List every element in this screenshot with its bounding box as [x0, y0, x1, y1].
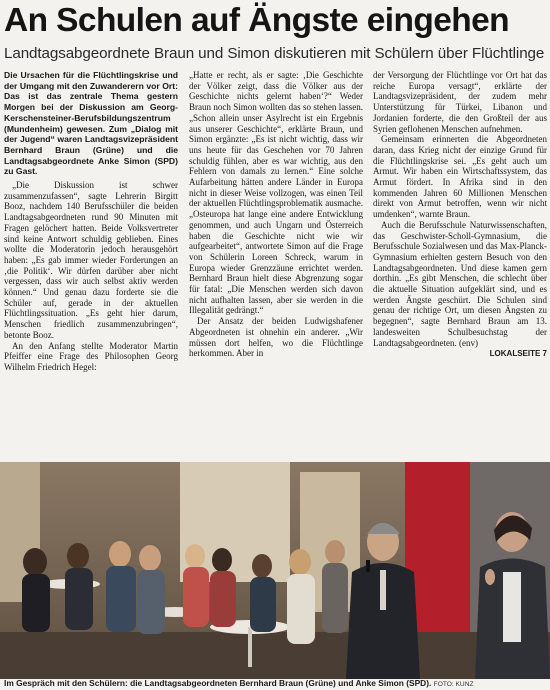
article-paragraph: „Hatte er recht, als er sagte: ‚Die Geschichte der Völker zeigt, dass die Völker aus der Geschichte nichts gelernt haben‘?“ Weder Braun noch Simon wollten das so stehen lassen. „Schon allein unser Asylrecht ist ein Ergebnis aus unserer Geschichte“, erklärte Braun, und Simon ergänzte: „Es ist nicht wichtig, dass wir uns heute für das Geschehen vor 70 Jahren schuldig fühlen, aber es war wichtig, aus den Fehlern von damals zu lernen.“ Eine solche Aufarbeitung hätten andere Länder in Europa nicht in dieser Weise vollzogen, was einen Teil der aktuellen Flüchtlingsproblematik ausmache. „Osteuropa hat lange eine andere Entwicklung genommen, und auch Ungarn und Österreich haben die Geschichte nicht wie wir aufgearbeitet“, antwortete Simon auf die Frage von Schülerin Loreen Schreck, warum in Europa wieder Grenzzäune errichtet werden. Bernhard Braun hielt diese Abgrenzung sogar für fatal: „Die Menschen werden sich davon nicht aufhalten lassen, aber sie werden in die Illegalität gedrängt.“ [189, 70, 363, 316]
article-paragraph: Auch die Berufsschule Naturwissenschaften, das Geschwister-Scholl-Gymnasium, die Berufsschule Sozialwesen und das Max-Planck-Gymnasium erhielten gestern Besuch von den Landtagsabgeordneten. Und diese kamen gern dorthin. „Es gibt Menschen, die schlecht über die aktuelle Situation aufgeklärt sind, und es werden Ängste geschürt. Die Schulen sind genau der richtige Ort, um diesen Ängsten zu begegnen“, sagte Bernhard Braun am 13. landesweiten Schulbesuchstag der Landtagsabgeordneten. (env) [373, 219, 547, 348]
headline: An Schulen auf Ängste eingehen [4, 2, 510, 39]
article-paragraph: Der Ansatz der beiden Ludwigshafener Abgeordneten ist ohnehin ein anderer. „Wir müssen dort helfen, wo die Flüchtlinge herkommen. Aber in [189, 316, 363, 359]
photo-caption [4, 678, 550, 690]
photo-illustration [0, 462, 550, 679]
article-paragraph: der Versorgung der Flüchtlinge vor Ort hat das reiche Europa versagt“, erklärte der Landtagsvizepräsident, der zudem mehr Unterstützung für Türkei, Libanon und Jordanien forderte, die den Großteil der aus Syrien geflohenen Menschen aufnehmen. [373, 70, 547, 134]
article-paragraph: An den Anfang stellte Moderator Martin Pfeiffer eine Frage des Philosophen Georg Wilhelm Friedrich Hegel: [4, 340, 178, 372]
article-column-1 [4, 70, 178, 373]
article-paragraph: Gemeinsam erinnerten die Abgeordneten daran, dass Krieg nicht der einzige Grund für die Flüchtlingskrise sei. „Es geht auch um Armut. Wir haben ein Wirtschaftssystem, das Armut fördert. In Afrika sind in den kommenden Jahren 60 Millionen Menschen direkt von Armut betroffen, wenn wir nicht umdenken“, warnte Braun. [373, 134, 547, 220]
subheadline: Landtagsabgeordnete Braun und Simon diskutieren mit Schülern über Flüchtlinge [4, 45, 545, 62]
photo-credit: FOTO: KUNZ [433, 681, 474, 688]
article-lead: Die Ursachen für die Flüchtlingskrise und der Umgang mit den Zuwanderern vor Ort: Das ist das zentrale Thema gestern Morgen bei der Diskussion am Georg-Kerschensteiner-Berufsbildungszentrum (Mundenheim) gewesen. Zum „Dialog mit der Jugend“ waren Landtagsvizepräsident Bernhard Braun (Grüne) und die Landtagsabgeordnete Anke Simon (SPD) zu Gast. [4, 70, 178, 177]
article-photo [0, 462, 550, 679]
article-column-2 [189, 70, 363, 359]
page-reference: LOKALSEITE 7 [489, 349, 547, 359]
caption-text: Im Gespräch mit den Schülern: die Landtagsabgeordneten Bernhard Braun (Grüne) und Anke Simon (SPD). [4, 678, 432, 688]
article-paragraph: „Die Diskussion ist schwer zusammenzufassen“, sagte Lehrerin Birgitt Booz, nachdem 140 Berufsschüler die beiden Landtagsabgeordneten rund 90 Minuten mit Fragen gelöchert hatten. Beide Volksvertreter sind keine Antwort schuldig geblieben. Eines wollte die Moderatorin jedoch herausgehört haben: „Es gab immer wieder Forderungen an ‚die Politik‘. Wir dürfen darüber aber nicht vergessen, dass wir auch selbst aktiv werden können.“ Und genau dazu forderte sie die Schüler auf, gerade in der aktuellen Flüchtlingssituation. „Es geht hier darum, Menschen friedlich zusammenzubringen“, betonte Booz. [4, 180, 178, 340]
article-column-3 [373, 70, 547, 360]
